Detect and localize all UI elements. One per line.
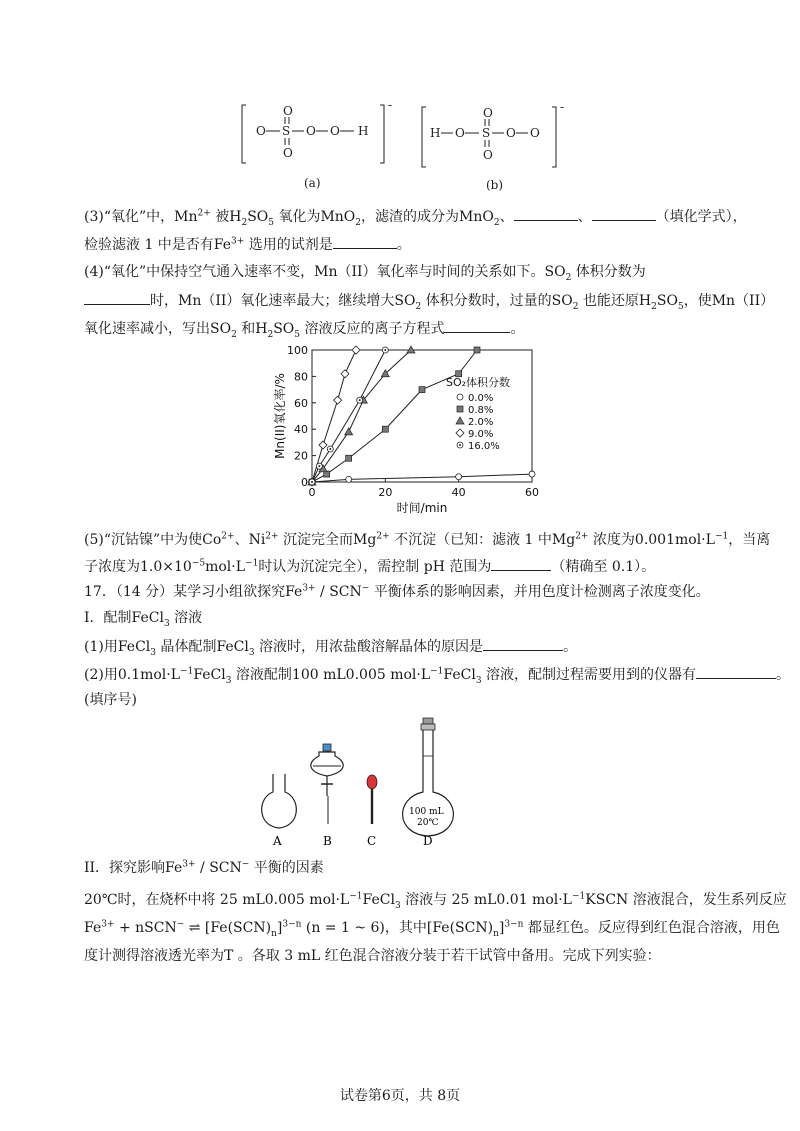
atom-b-5: O — [530, 126, 540, 140]
legend-label-0: 0.0% — [468, 393, 494, 404]
series-line-3 — [312, 350, 356, 482]
blank-q4-1[interactable] — [84, 290, 150, 305]
q4-line-3: 氧化速率减小，写出$SO_2$ 和$H_2SO_5$ 溶液反应的离子方程式 。 — [84, 318, 524, 339]
apparatus-label-a: A — [273, 834, 282, 848]
y-tick-label-40: 40 — [294, 423, 308, 437]
atom-a-4: O — [330, 124, 340, 138]
oxidation-rate-chart — [262, 340, 562, 516]
atom-b-6: O — [483, 106, 493, 120]
flask-temp-label: 20℃ — [417, 818, 439, 828]
q17-para-line-2: $Fe^{3+}$ + nSCN− ⇌ $[Fe(SCN)_n]^{3-n}$ (n = 1 ~ 6)，其中$[Fe(SCN)_n]^{3-n}$ 都显红色。反应得到红色混合溶液，用色 — [84, 919, 780, 939]
round-bottom-flask — [262, 774, 297, 828]
q17-heading: 17．（14 分）某学习小组欲探究$Fe^{3+} / SCN^-$ 平衡体系的影响因素，并用色度计检测离子浓度变化。 — [84, 583, 710, 600]
atom-b-1: H — [430, 126, 441, 140]
flask-volume-label: 100 mL — [409, 807, 444, 817]
x-tick-label-60: 60 — [525, 486, 539, 499]
atom-a-3: O — [306, 124, 316, 138]
blank-q3-2[interactable] — [592, 206, 656, 221]
atom-b-7: O — [483, 148, 493, 162]
atom-b-4: O — [506, 126, 516, 140]
series-3-point-3 — [341, 370, 349, 378]
legend-label-2: 2.0% — [468, 417, 494, 428]
y-tick-label-20: 20 — [294, 449, 308, 463]
blank-q4-2[interactable] — [444, 318, 510, 333]
series-line-4 — [312, 350, 385, 482]
x-tick-label-40: 40 — [451, 486, 466, 499]
series-1-point-6 — [474, 347, 480, 353]
bracket-left-b — [422, 107, 426, 167]
series-3-point-4 — [352, 346, 360, 354]
legend-title: SO₂体积分数 — [446, 376, 511, 389]
x-tick-label-0: 0 — [308, 486, 316, 499]
y-tick-label-100: 100 — [287, 344, 308, 357]
series-4-point-3-dot — [359, 399, 361, 401]
legend-label-4: 16.0% — [468, 441, 500, 452]
legend-marker-4-dot — [459, 444, 461, 446]
q17-para-line-3: 度计测得溶液透光率为T 。各取 3 mL 红色混合溶液分装于若干试管中备用。完成下列实验： — [84, 948, 661, 964]
q17-sub2-note: (填序号) — [84, 692, 137, 708]
label-a: (a) — [304, 176, 321, 190]
label-b: (b) — [486, 178, 504, 192]
separatory-funnel — [311, 744, 343, 824]
atom-b-2: O — [455, 126, 465, 140]
series-4-point-0-dot — [311, 481, 313, 483]
apparatus-label-b: B — [323, 834, 332, 848]
legend-marker-0 — [457, 394, 463, 400]
q17-sub1: (1)用FeCl$_3$ 晶体配制FeCl$_3$ 溶液时，用浓盐酸溶解晶体的原因是 。 — [84, 636, 577, 657]
y-tick-label-60: 60 — [294, 396, 308, 410]
y-tick-label-80: 80 — [294, 370, 308, 384]
bracket-right-b — [552, 107, 556, 167]
apparatus-figure — [255, 712, 485, 850]
series-3-point-2 — [334, 396, 342, 404]
legend-label-1: 0.8% — [468, 405, 494, 416]
atom-a-7: O — [283, 146, 293, 160]
atom-a-5: H — [358, 124, 369, 138]
series-4-point-2-dot — [329, 448, 331, 450]
atom-a-2: S — [282, 124, 291, 138]
legend-marker-1 — [457, 406, 463, 412]
charge-b: - — [560, 100, 565, 114]
apparatus-label-c: C — [367, 834, 377, 848]
q3-line-2: 检验滤液 1 中是否有$Fe^{3+}$ 选用的试剂是 。 — [84, 234, 411, 255]
legend-marker-3 — [456, 429, 464, 437]
x-tick-label-20: 20 — [378, 486, 393, 499]
series-line-0 — [312, 474, 532, 482]
peroxy-structures — [230, 95, 590, 195]
q4-line-1: (4)“氧化”中保持空气通入速率不变，Mn（II）氧化率与时间的关系如下。$SO_2$ 体积分数为 — [84, 264, 646, 283]
bracket-right-a — [380, 105, 384, 163]
q17-part2-title: II．探究影响$Fe^{3+} / SCN^-$ 平衡的因素 — [84, 859, 324, 876]
atom-a-6: O — [283, 104, 293, 118]
blank-q17-2[interactable] — [696, 664, 776, 679]
legend-marker-2 — [456, 417, 464, 424]
series-1-point-2 — [346, 455, 352, 461]
atom-b-3: S — [482, 126, 491, 140]
q3-line-1: (3)“氧化”中，$Mn^{2+}$ 被$H_2SO_5$ 氧化为MnO$_2$，滤渣的成分为MnO$_2$、 、 （填化学式）， — [84, 206, 747, 227]
q5-line-2: 子浓度为$1.0\times 10^{-5}mol\cdot L^{-1}$时认为沉淀完全），需控制 pH 范围为 （精确至 0.1）。 — [84, 556, 655, 577]
series-line-1 — [312, 350, 477, 482]
y-axis-label: Mn(II)氧化率/% — [273, 373, 287, 459]
x-axis-label: 时间/min — [396, 501, 448, 515]
series-2-point-2 — [345, 428, 353, 435]
q5-line-1: (5)“沉钴镍”中为使$Co^{2+}$、$Ni^{2+}$ 沉淀完全而$Mg^{2+}$ 不沉淀（已知：滤液 1 中$Mg^{2+}$ 浓度为$0.001mol\cdot L^{-1}$，当离 — [84, 531, 771, 548]
q17-para-line-1: 20℃时，在烧杯中将 25 mL0.005 $mol\cdot L^{-1}FeCl_3$ 溶液与 25 mL0.01 $mol\cdot L^{-1}KSCN$ 溶液混合，发生系列反应 — [84, 891, 787, 911]
series-line-2 — [312, 350, 411, 482]
series-1-point-3 — [382, 426, 388, 432]
y-tick-label-0: 0 — [301, 476, 308, 489]
series-4-point-4-dot — [384, 349, 386, 351]
q17-part1-title: I．配制FeCl$_3$ 溶液 — [84, 610, 203, 629]
series-3-point-1 — [319, 441, 327, 449]
page-footer: 试卷第6页，共 8页 — [339, 1088, 461, 1104]
dropper — [367, 775, 377, 824]
series-0-point-3 — [529, 471, 535, 477]
q4-line-2: 时，Mn（II）氧化速率最大；继续增大$SO_2$ 体积分数时，过量的$SO_2$ 也能还原$H_2SO_5$，使Mn（II） — [84, 290, 774, 311]
q17-sub2: (2)用$0.1mol\cdot L^{-1}FeCl_3$ 溶液配制100 mL0.005 $mol\cdot L^{-1}FeCl_3$ 溶液，配制过程需要用到的仪器有 。 — [84, 664, 790, 685]
blank-q3-3[interactable] — [333, 234, 397, 249]
series-0-point-1 — [346, 476, 352, 482]
apparatus-label-d: D — [423, 834, 433, 848]
blank-q5-1[interactable] — [491, 556, 551, 571]
series-0-point-2 — [456, 474, 462, 480]
series-4-point-1-dot — [318, 465, 320, 467]
blank-q3-1[interactable] — [514, 206, 578, 221]
legend-label-3: 9.0% — [468, 429, 494, 440]
blank-q17-1[interactable] — [483, 636, 563, 651]
series-1-point-4 — [419, 387, 425, 393]
bracket-left-a — [242, 105, 246, 163]
atom-a-1: O — [256, 124, 266, 138]
charge-a: - — [388, 98, 393, 112]
